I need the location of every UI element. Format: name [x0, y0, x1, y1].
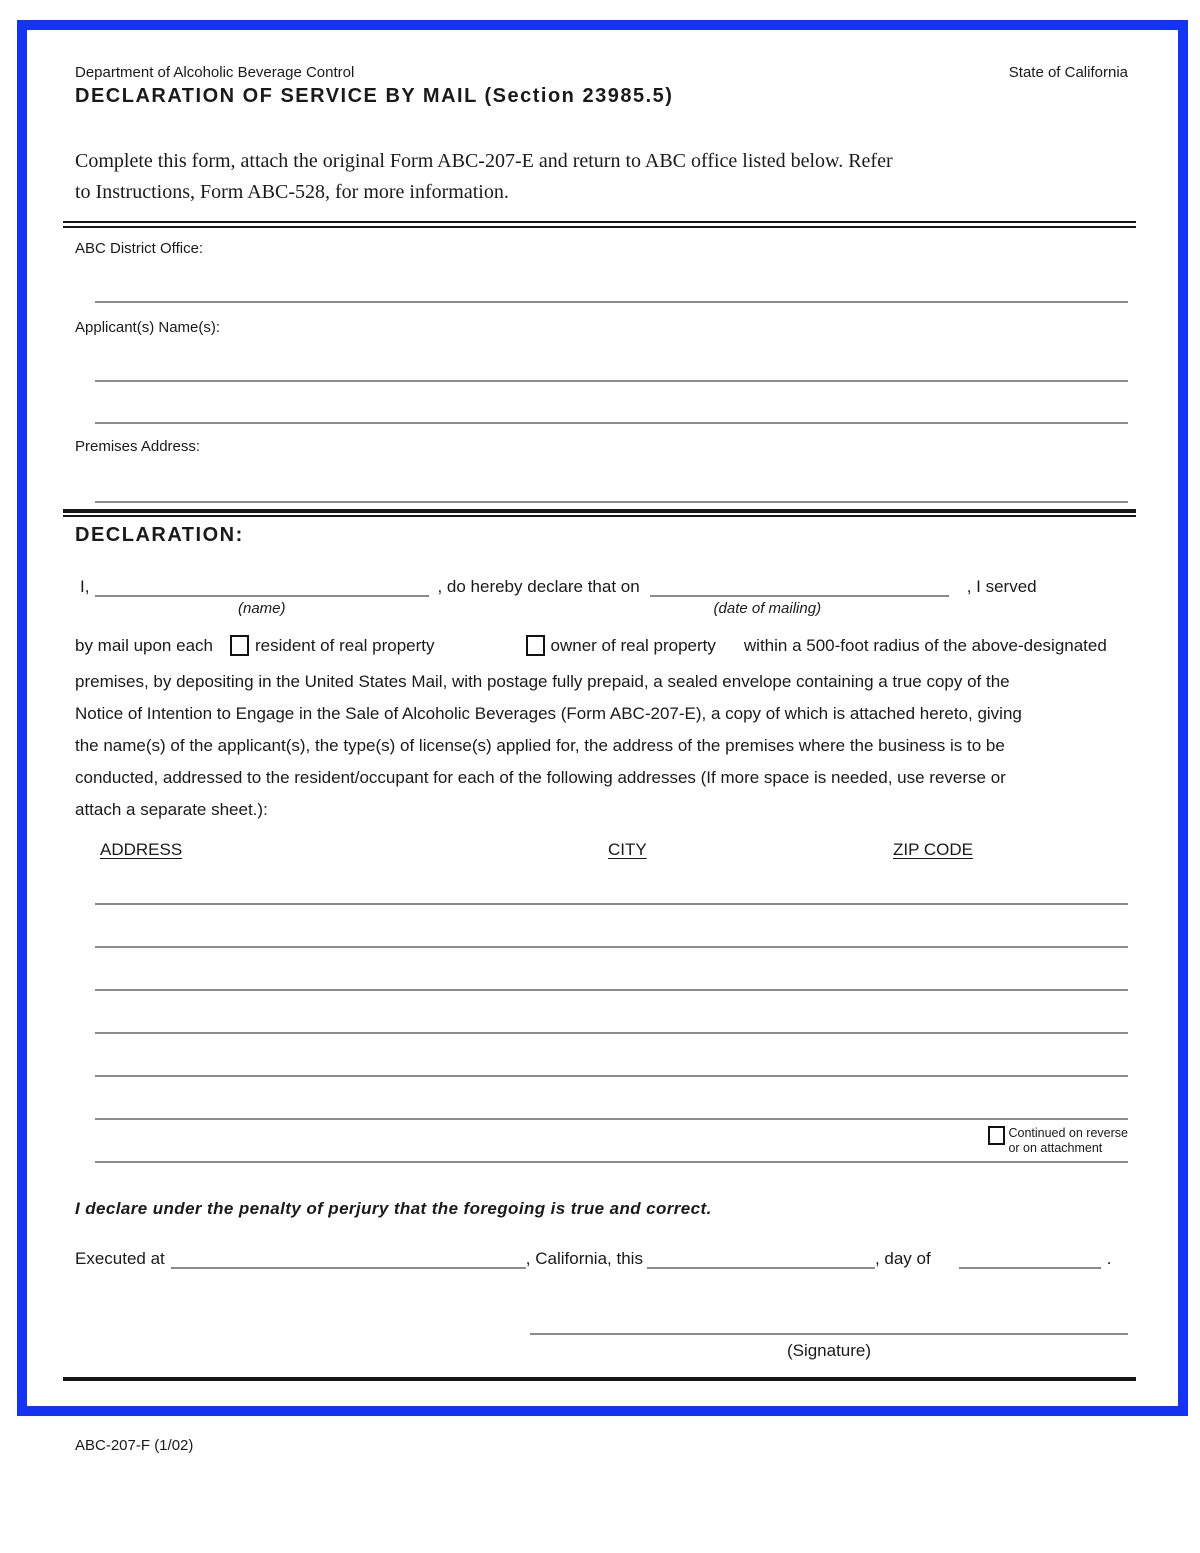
district-office-label: ABC District Office:	[75, 240, 204, 257]
applicants-name-input-line-2[interactable]	[95, 422, 1128, 424]
bottom-divider	[63, 1377, 1136, 1381]
form-title: DECLARATION OF SERVICE BY MAIL (Section 23985.5)	[75, 85, 674, 107]
date-of-mailing-blank[interactable]	[650, 579, 949, 597]
owner-label: owner of real property	[550, 635, 716, 655]
resident-checkbox[interactable]	[230, 635, 249, 656]
applicants-name-label: Applicant(s) Name(s):	[75, 319, 221, 336]
perjury-statement: I declare under the penalty of perjury that the foregoing is true and correct.	[75, 1199, 712, 1218]
period-label: .	[1106, 1249, 1112, 1268]
california-this-label: , California, this	[525, 1249, 643, 1268]
form-number: ABC-207-F (1/02)	[75, 1437, 194, 1454]
signature-block	[530, 1317, 1128, 1361]
continued-label	[1008, 1126, 1128, 1157]
address-column-header: ADDRESS	[100, 840, 183, 859]
address-row-line[interactable]	[95, 1120, 1128, 1163]
radius-label: within a 500-foot radius of the above-designated	[743, 635, 1107, 655]
address-row-line[interactable]	[95, 1077, 1128, 1120]
premises-address-label: Premises Address:	[75, 438, 201, 455]
address-row-line[interactable]	[95, 991, 1128, 1034]
declaration-sentence	[75, 577, 1128, 597]
declare-on-label: , do hereby declare that on	[437, 577, 640, 596]
premises-address-input-line[interactable]	[95, 501, 1128, 503]
continued-checkbox[interactable]	[988, 1126, 1005, 1145]
address-row-line[interactable]	[95, 905, 1128, 948]
form-page	[17, 20, 1188, 1454]
executed-month-blank[interactable]	[959, 1251, 1101, 1269]
declaration-divider	[63, 509, 1136, 517]
declaration-i-label: I,	[80, 577, 90, 596]
signature-caption: (Signature)	[786, 1341, 872, 1360]
instructions-paragraph	[75, 146, 1128, 208]
district-office-input-line[interactable]	[95, 301, 1128, 303]
applicants-name-input-line-1[interactable]	[95, 380, 1128, 382]
declaration-body-line: Notice of Intention to Engage in the Sale of Alcoholic Beverages (Form ABC-207-E), a copy of which is attached hereto, giving	[75, 704, 1022, 723]
signature-line[interactable]	[530, 1317, 1128, 1335]
recipient-type-row	[75, 635, 1128, 656]
address-row-line[interactable]	[95, 862, 1128, 905]
declaration-heading: DECLARATION:	[75, 524, 244, 546]
i-served-label: , I served	[966, 577, 1037, 596]
name-caption: (name)	[238, 600, 286, 617]
agency-name: Department of Alcoholic Beverage Control	[75, 64, 355, 81]
form-header	[75, 64, 1128, 81]
state-name: State of California	[1008, 64, 1128, 81]
executed-day-blank[interactable]	[647, 1251, 875, 1269]
executed-row	[75, 1249, 1128, 1269]
declaration-body	[75, 666, 1128, 826]
continued-on-reverse	[988, 1126, 1128, 1157]
zip-column-header: ZIP CODE	[893, 840, 973, 859]
declaration-body-line: premises, by depositing in the United States Mail, with postage fully prepaid, a sealed envelope containing a true copy of the	[75, 672, 1010, 691]
resident-label: resident of real property	[254, 635, 435, 655]
blank-captions	[75, 600, 1128, 617]
declaration-body-line: the name(s) of the applicant(s), the type(s) of license(s) applied for, the address of the premises where the business is to be	[75, 736, 1005, 755]
executed-at-label: Executed at	[75, 1249, 165, 1268]
section-divider	[63, 221, 1136, 228]
executed-city-blank[interactable]	[171, 1251, 526, 1269]
city-column-header: CITY	[608, 840, 647, 859]
declaration-body-line: conducted, addressed to the resident/occupant for each of the following addresses (If more space is needed, use reverse or	[75, 768, 1006, 787]
instructions-line: Complete this form, attach the original Form ABC-207-E and return to ABC office listed below. Refer	[75, 150, 893, 172]
day-of-label: , day of	[874, 1249, 931, 1268]
address-lines	[75, 862, 1128, 1163]
owner-checkbox[interactable]	[526, 635, 545, 656]
declaration-body-line: attach a separate sheet.):	[75, 800, 268, 819]
address-table-header	[75, 840, 1128, 862]
by-mail-label: by mail upon each	[75, 635, 213, 655]
declarant-name-blank[interactable]	[95, 579, 429, 597]
date-of-mailing-caption: (date of mailing)	[713, 600, 822, 617]
instructions-line: to Instructions, Form ABC-528, for more information.	[75, 181, 509, 203]
continued-label-line1: Continued on reverse	[1008, 1125, 1128, 1140]
address-row-line[interactable]	[95, 1034, 1128, 1077]
address-row-line[interactable]	[95, 948, 1128, 991]
continued-label-line2: or on attachment	[1008, 1141, 1103, 1156]
